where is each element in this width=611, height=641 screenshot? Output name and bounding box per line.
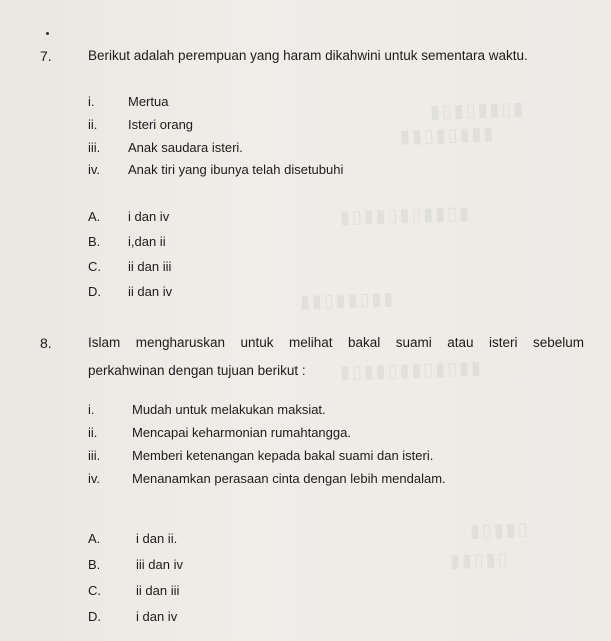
statement-marker: iv. — [88, 162, 101, 177]
statement-marker: ii. — [88, 425, 98, 440]
option-letter: C. — [88, 259, 101, 274]
show-through-mark: ▮▯▮▮▯ — [469, 518, 530, 542]
question-text-line-2: perkahwinan dengan tujuan berikut : — [88, 363, 306, 378]
statement-marker: iv. — [88, 471, 101, 486]
statement-text: Menanamkan perasaan cinta dengan lebih mendalam. — [132, 471, 446, 486]
option-text: ii dan iii — [136, 583, 180, 598]
question-number: 8. — [40, 335, 52, 351]
statement-marker: ii. — [88, 117, 98, 132]
show-through-mark: ▮▮▯▮▯ — [449, 548, 510, 572]
option-letter: C. — [88, 583, 101, 598]
option-text: iii dan iv — [136, 557, 183, 572]
option-letter: D. — [88, 609, 101, 624]
statement-text: Memberi ketenangan kepada bakal suami dan isteri. — [132, 448, 434, 463]
statement-text: Anak tiri yang ibunya telah disetubuhi — [128, 162, 344, 177]
show-through-mark: ▮▯▮▮▯▮▯▮▮▯▮ — [339, 202, 472, 228]
option-letter: A. — [88, 209, 101, 224]
option-letter: D. — [88, 284, 101, 299]
option-text: ii dan iii — [128, 259, 172, 274]
statement-text: Mertua — [128, 94, 169, 109]
option-text: ii dan iv — [128, 284, 173, 299]
option-text: i,dan ii — [128, 234, 166, 249]
statement-marker: i. — [88, 94, 95, 109]
option-letter: A. — [88, 531, 101, 546]
option-letter: B. — [88, 234, 101, 249]
option-text: i dan iv — [136, 609, 178, 624]
option-text: i dan iv — [128, 209, 170, 224]
question-text-line-1: Islam mengharuskan untuk melihat bakal suami atau isteri sebelum — [88, 335, 584, 350]
statement-text: Mudah untuk melakukan maksiat. — [132, 402, 326, 417]
statement-text: Mencapai keharmonian rumahtangga. — [132, 425, 351, 440]
show-through-mark: ▮▮▯▮▮▯▮▮ — [299, 288, 396, 312]
show-through-mark: ▮▮▯▮▯▮▮▮ — [399, 123, 496, 147]
statement-marker: i. — [88, 402, 95, 417]
option-text: i dan ii. — [136, 531, 178, 546]
option-letter: B. — [88, 557, 101, 572]
question-text: Berikut adalah perempuan yang haram dikahwini untuk sementara waktu. — [88, 48, 528, 63]
statement-text: Anak saudara isteri. — [128, 140, 243, 155]
question-number: 7. — [40, 48, 52, 64]
statement-text: Isteri orang — [128, 117, 194, 132]
statement-marker: iii. — [88, 140, 101, 155]
statement-marker: iii. — [88, 448, 101, 463]
speck — [46, 32, 49, 35]
show-through-mark: ▮▯▮▮▯▮▮▯▮▯▮▮ — [339, 357, 484, 383]
show-through-mark: ▮▯▮▯▮▮▯▮ — [429, 98, 526, 122]
